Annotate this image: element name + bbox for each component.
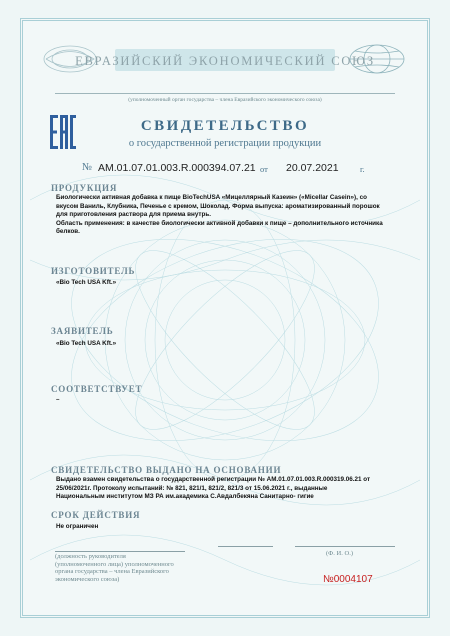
union-name: ЕВРАЗИЙСКИЙ ЭКОНОМИЧЕСКИЙ СОЮЗ — [75, 54, 375, 68]
validity-heading: СРОК ДЕЙСТВИЯ — [51, 510, 141, 520]
conforms-value: – — [56, 396, 60, 403]
conforms-heading: СООТВЕТСТВУЕТ — [51, 384, 143, 394]
applicant-value: «Bio Tech USA Kft.» — [56, 340, 117, 347]
authority-caption: (уполномоченный орган государства – члена Евразийского экономического союза) — [128, 97, 322, 103]
position-caption-line: (должность руководителя — [55, 553, 126, 560]
product-line: белков. — [56, 228, 80, 236]
fio-line — [295, 546, 395, 547]
serial-value: 0004107 — [333, 574, 373, 585]
number-label: № — [82, 162, 93, 173]
product-line: Область применения: в качестве биологически активной добавки к пище – дополнительного источника — [56, 219, 383, 227]
product-line: вкусом Ваниль, Клубника, Печенье с кремом, Шоколад. Форма выпуска: ароматизированный порошок — [56, 202, 380, 210]
year-suffix: г. — [360, 164, 365, 174]
signature-line — [218, 546, 273, 547]
basis-text — [56, 476, 391, 502]
product-line: Биологически активная добавка к пище BioTechUSA «Мицеллярный Казеин» («Micellar Casein»), со — [56, 194, 367, 201]
serial-prefix: № — [323, 574, 334, 585]
basis-line: Национальным институтом МЗ РА им.академика С.Авдалбекяна Санитарно- гигие — [56, 493, 314, 501]
product-heading: ПРОДУКЦИЯ — [51, 183, 118, 193]
basis-line: 25/06/2021г. Протоколу испытаний: № 821, 821/1, 821/2, 821/3 от 15.06.2021 г., выданные — [56, 484, 328, 492]
position-caption-line: (уполномоченного лица) уполномоченного — [55, 560, 174, 568]
serial-number — [323, 574, 373, 585]
position-signature-line — [55, 551, 185, 552]
basis-heading: СВИДЕТЕЛЬСТВО ВЫДАНО НА ОСНОВАНИИ — [51, 465, 282, 475]
manufacturer-heading: ИЗГОТОВИТЕЛЬ — [51, 266, 136, 276]
validity-value: Не ограничен — [56, 523, 99, 530]
manufacturer-value: «Bio Tech USA Kft.» — [56, 279, 117, 286]
registration-number: AM.01.07.01.003.R.000394.07.21 — [98, 162, 256, 174]
product-text — [56, 194, 391, 237]
basis-line: Выдано взамен свидетельства о государственной регистрации № AM.01.07.01.003.R.000319.06.21 от — [56, 476, 371, 483]
registration-date: 20.07.2021 — [286, 162, 339, 174]
applicant-heading: ЗАЯВИТЕЛЬ — [51, 326, 114, 336]
certificate-title: СВИДЕТЕЛЬСТВО — [140, 118, 310, 134]
date-label: от — [260, 164, 268, 174]
product-line: для приготовления раствора для приема внутрь. — [56, 211, 211, 219]
position-caption — [55, 553, 205, 583]
certificate-subtitle: о государственной регистрации продукции — [128, 138, 322, 149]
authority-line — [55, 93, 395, 94]
position-caption-line: экономического союза) — [55, 575, 120, 583]
position-caption-line: органа государства – члена Евразийского — [55, 568, 169, 576]
fio-caption: (Ф. И. О.) — [326, 550, 353, 557]
